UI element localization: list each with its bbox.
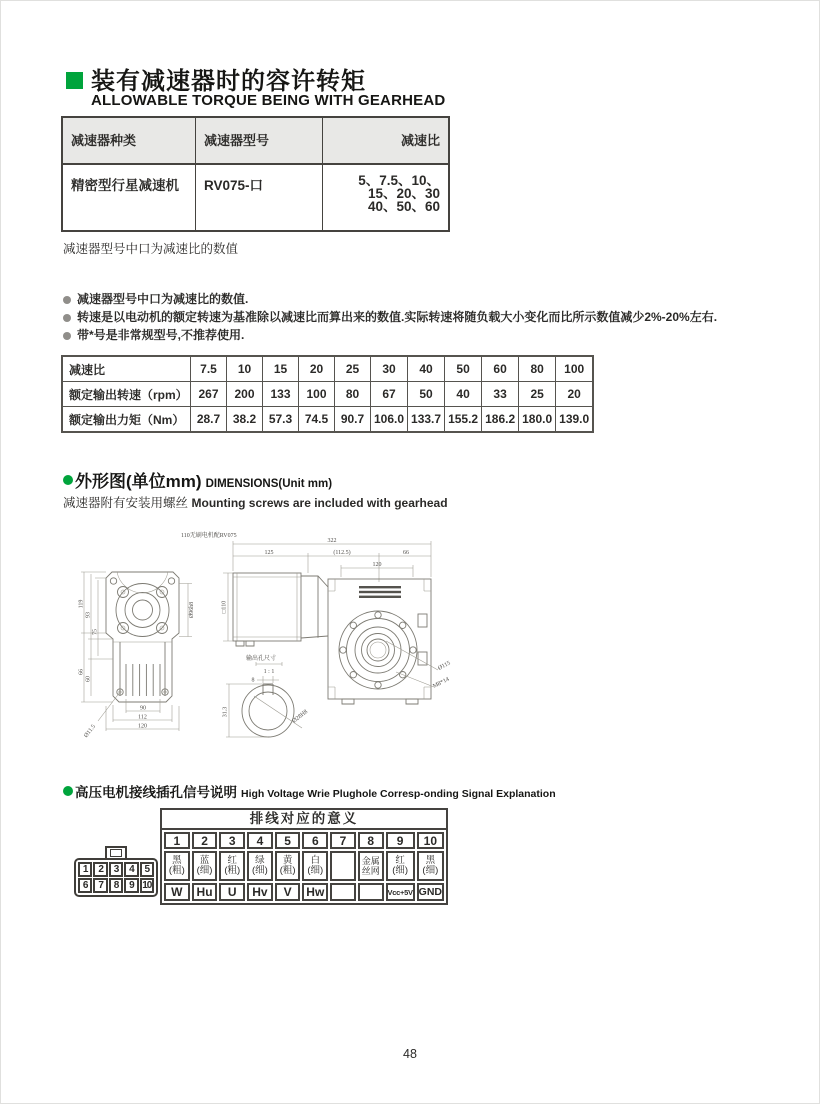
col-header-model: 减速器型号 xyxy=(196,118,323,163)
dim-label: 125 xyxy=(264,550,274,556)
spec-row-label: 额定输出力矩（Nm） xyxy=(62,407,191,433)
page-number: 48 xyxy=(403,1047,417,1061)
bullet-dot-icon xyxy=(63,296,71,304)
connector-pin-number: 5 xyxy=(140,862,154,877)
green-dot-icon xyxy=(63,786,73,796)
spec-value-cell: 40 xyxy=(408,356,445,382)
dim-label: 322 xyxy=(327,538,337,544)
col-header-type: 减速器种类 xyxy=(63,118,196,163)
spec-value-cell: 50 xyxy=(445,356,482,382)
note-item xyxy=(63,329,793,343)
front-view-dimensions xyxy=(79,572,196,739)
dim-label: 31.3 xyxy=(222,706,229,718)
spec-value-cell: 180.0 xyxy=(519,407,556,433)
dimensions-title-en: DIMENSIONS(Unit mm) xyxy=(205,478,333,490)
side-view xyxy=(222,573,329,646)
pin-number-cell: 8 xyxy=(358,832,384,849)
signal-title: 高压电机接线插孔信号说明 xyxy=(75,785,237,800)
spec-row-label: 减速比 xyxy=(62,356,191,382)
length-dimensions xyxy=(233,538,431,582)
bullet-dot-icon xyxy=(63,314,71,322)
wire-color-cell xyxy=(330,851,356,881)
spec-value-cell: 139.0 xyxy=(556,407,594,433)
spec-value-cell: 133 xyxy=(263,382,299,407)
rear-view xyxy=(328,579,452,704)
dim-label: 93 xyxy=(85,612,92,618)
spec-value-cell: 200 xyxy=(227,382,263,407)
dim-label: 120 xyxy=(138,723,147,730)
dim-label: □110 xyxy=(221,600,228,614)
table-note: 减速器型号中口为减速比的数值 xyxy=(63,242,239,256)
dimensions-section-header xyxy=(63,467,332,492)
gearhead-ratios xyxy=(323,165,448,230)
dimensions-subtitle-cn: 减速器附有安装用螺丝 xyxy=(63,496,189,510)
wire-color-cell: 红(细) xyxy=(386,851,415,881)
connector-pin-number: 8 xyxy=(109,878,123,893)
connector-pin-number: 6 xyxy=(78,878,92,893)
note-text: 减速器型号中口为减速比的数值. xyxy=(77,292,249,306)
spec-value-cell: 50 xyxy=(408,382,445,407)
dim-label: 66 xyxy=(78,669,85,675)
dimensions-subtitle xyxy=(63,493,448,511)
dim-label: 1 : 1 xyxy=(263,669,275,675)
gearhead-table-header xyxy=(63,118,448,165)
connector-tab xyxy=(105,846,127,858)
wire-color-cell: 黑(粗) xyxy=(164,851,190,881)
spec-value-cell: 20 xyxy=(556,382,594,407)
spec-value-cell: 60 xyxy=(482,356,519,382)
pin-number-cell: 3 xyxy=(219,832,245,849)
spec-value-cell: 106.0 xyxy=(371,407,408,433)
spec-row-ratio xyxy=(62,356,593,382)
wire-color-cell: 金属丝网 xyxy=(358,851,384,881)
ratio-line-2: 40、50、60 xyxy=(367,199,440,214)
drawing-title: 110无刷电机配RV075 xyxy=(181,533,237,539)
spec-value-cell: 40 xyxy=(445,382,482,407)
pin-number-cell: 7 xyxy=(330,832,356,849)
signal-name-cell: Hu xyxy=(192,883,218,901)
gearhead-type: 精密型行星减速机 xyxy=(63,165,196,230)
spec-value-cell: 100 xyxy=(556,356,594,382)
wire-color-cell: 黄(粗) xyxy=(275,851,301,881)
dim-label: 119 xyxy=(78,599,85,609)
wire-color-cell: 蓝(细) xyxy=(192,851,218,881)
spec-value-cell: 267 xyxy=(191,382,227,407)
green-dot-icon xyxy=(63,475,73,485)
dim-label: 112 xyxy=(138,714,147,721)
signal-name-cell: U xyxy=(219,883,245,901)
dim-label: 75 xyxy=(92,629,99,635)
spec-value-cell: 186.2 xyxy=(482,407,519,433)
dimensions-subtitle-en: Mounting screws are included with gearhead xyxy=(191,496,448,510)
gearhead-table xyxy=(61,116,450,232)
spec-value-cell: 90.7 xyxy=(335,407,371,433)
signal-table-grid xyxy=(162,830,446,903)
spec-value-cell: 20 xyxy=(299,356,335,382)
dim-label: 66 xyxy=(403,550,409,556)
connector-pin-number: 3 xyxy=(109,862,123,877)
ratio-line-1: 5、7.5、10、15、20、30 xyxy=(358,173,440,201)
connector-pin-number: 7 xyxy=(93,878,107,893)
spec-value-cell: 80 xyxy=(519,356,556,382)
dimensions-title: 外形图(单位mm) xyxy=(75,472,202,491)
connector-pin-number: 10 xyxy=(140,878,154,893)
bullet-dot-icon xyxy=(63,332,71,340)
wire-color-cell: 黑(细) xyxy=(417,851,444,881)
spec-row-torque xyxy=(62,407,593,433)
connector-tab-latch xyxy=(110,849,122,857)
dim-label: (112.5) xyxy=(333,550,351,556)
detail-title: 输出孔尺寸 xyxy=(246,656,277,662)
spec-value-cell: 28.7 xyxy=(191,407,227,433)
note-text: 转速是以电动机的额定转速为基准除以减速比而算出来的数值.实际转速将随负载大小变化而比所示数值减少2%-20%左右. xyxy=(77,310,718,324)
gearhead-model: RV075-口 xyxy=(196,165,323,230)
pin-number-cell: 2 xyxy=(192,832,218,849)
signal-title-en: High Voltage Wrie Plughole Corresp-onding Signal Explanation xyxy=(241,788,556,800)
spec-value-cell: 7.5 xyxy=(191,356,227,382)
spec-value-cell: 57.3 xyxy=(263,407,299,433)
spec-row-label: 额定输出转速（rpm） xyxy=(62,382,191,407)
gearhead-table-row xyxy=(63,165,448,230)
pin-number-cell: 6 xyxy=(302,832,328,849)
dim-label: 120 xyxy=(372,562,382,568)
pin-number-cell: 1 xyxy=(164,832,190,849)
connector-pin-number: 2 xyxy=(93,862,107,877)
spec-value-cell: 67 xyxy=(371,382,408,407)
front-view xyxy=(106,572,179,702)
dim-label: 90 xyxy=(140,705,146,712)
connector-diagram xyxy=(74,846,158,897)
pin-number-cell: 9 xyxy=(386,832,415,849)
spec-value-cell: 133.7 xyxy=(408,407,445,433)
spec-value-cell: 80 xyxy=(335,382,371,407)
spec-value-cell: 155.2 xyxy=(445,407,482,433)
notes-list xyxy=(63,293,793,347)
connector-body xyxy=(74,858,158,897)
signal-name-cell: Hw xyxy=(302,883,328,901)
spec-value-cell: 100 xyxy=(299,382,335,407)
signal-section-header xyxy=(63,781,556,801)
spec-row-speed xyxy=(62,382,593,407)
note-text: 带*号是非常规型号,不推荐使用. xyxy=(77,328,245,342)
spec-value-cell: 10 xyxy=(227,356,263,382)
spec-value-cell: 33 xyxy=(482,382,519,407)
dim-label: Ø96h8 xyxy=(189,601,195,619)
spec-value-cell: 74.5 xyxy=(299,407,335,433)
signal-name-cell: W xyxy=(164,883,190,901)
pin-number-cell: 5 xyxy=(275,832,301,849)
dim-label: Ø11.5 xyxy=(83,723,98,739)
note-item xyxy=(63,293,793,307)
connector-pin-number: 4 xyxy=(124,862,138,877)
signal-name-cell: V xyxy=(275,883,301,901)
green-square-marker xyxy=(66,72,83,89)
dim-label: 60 xyxy=(85,676,92,682)
signal-name-cell: Hv xyxy=(247,883,273,901)
spec-value-cell: 25 xyxy=(519,382,556,407)
signal-name-cell xyxy=(330,883,356,901)
pin-number-cell: 4 xyxy=(247,832,273,849)
page-title-en: ALLOWABLE TORQUE BEING WITH GEARHEAD xyxy=(91,92,446,109)
wire-color-cell: 白(细) xyxy=(302,851,328,881)
output-hole-detail xyxy=(223,654,310,737)
connector-pin-number: 9 xyxy=(124,878,138,893)
dim-label: Ø115 xyxy=(437,660,452,672)
spec-value-cell: 30 xyxy=(371,356,408,382)
col-header-ratio: 减速比 xyxy=(400,133,440,148)
note-item xyxy=(63,311,793,325)
connector-pin-number: 1 xyxy=(78,862,92,877)
signal-table xyxy=(160,808,448,905)
signal-name-cell: Vcc+5V xyxy=(386,883,415,901)
dim-label: Ø28H8 xyxy=(291,708,310,725)
signal-name-cell: GND xyxy=(417,883,444,901)
signal-table-title: 排线对应的意义 xyxy=(162,810,446,830)
dim-label: M8*14 xyxy=(432,676,451,690)
spec-table xyxy=(61,355,594,433)
wire-color-cell: 绿(细) xyxy=(247,851,273,881)
dimension-drawing xyxy=(76,524,471,764)
pin-number-cell: 10 xyxy=(417,832,444,849)
signal-name-cell xyxy=(358,883,384,901)
wire-color-cell: 红(粗) xyxy=(219,851,245,881)
dim-label: 8 xyxy=(251,677,255,684)
page-title: 装有减速器时的容许转矩 xyxy=(91,68,366,95)
spec-value-cell: 25 xyxy=(335,356,371,382)
spec-value-cell: 38.2 xyxy=(227,407,263,433)
spec-value-cell: 15 xyxy=(263,356,299,382)
